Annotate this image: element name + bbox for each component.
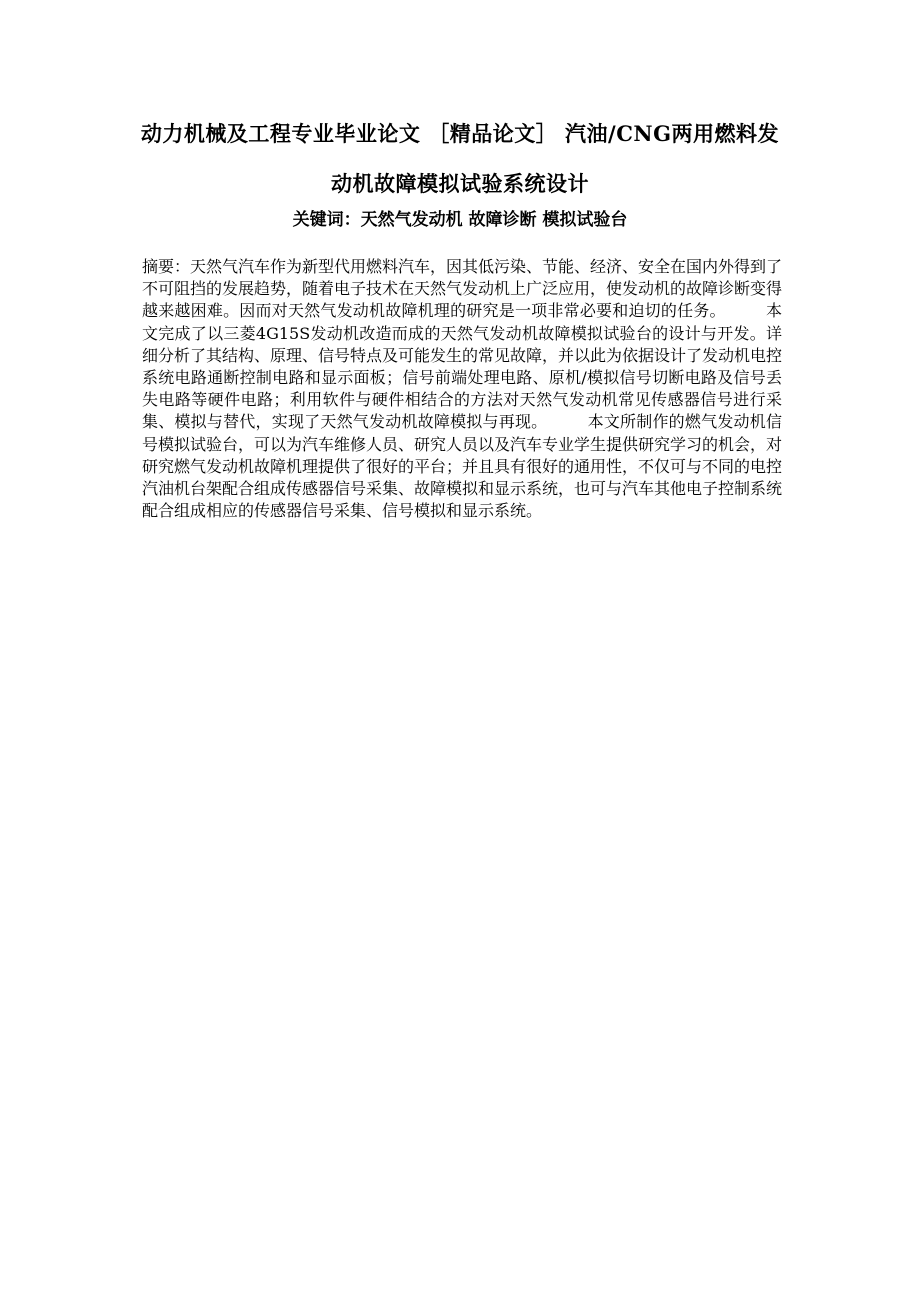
abstract-paragraph: [142, 256, 782, 522]
abstract-part-1: 摘要：天然气汽车作为新型代用燃料汽车，因其低污染、节能、经济、安全在国内外得到了不可阻挡的发展趋势，随着电子技术在天然气发动机上广泛应用，使发动机的故障诊断变得越来越困难。因而对天然气发动机故障机理的研究是一项非常必要和迫切的任务。: [142, 257, 783, 321]
abstract-part-2: 本文完成了以三菱4G15S发动机改造而成的天然气发动机故障模拟试验台的设计与开发。详细分析了其结构、原理、信号特点及可能发生的常见故障，并以此为依据设计了发动机电控系统电路通断控制电路和显示面板；信号前端处理电路、原机/模拟信号切断电路及信号丢失电路等硬件电路；利用软件与硬件相结合的方法对天然气发动机常见传感器信号进行采集、模拟与替代，实现了天然气发动机故障模拟与再现。: [142, 301, 783, 432]
abstract-part-3: 本文所制作的燃气发动机信号模拟试验台，可以为汽车维修人员、研究人员以及汽车专业学生提供研究学习的机会，对研究燃气发动机故障机理提供了很好的平台；并且具有很好的通用性，不仅可与不同的电控汽油机台架配合组成传感器信号采集、故障模拟和显示系统，也可与汽车其他电子控制系统配合组成相应的传感器信号采集、信号模拟和显示系统。: [142, 412, 783, 521]
keywords-line: 关键词：天然气发动机 故障诊断 模拟试验台: [292, 210, 628, 230]
document-title-line2: 动机故障模拟试验系统设计: [331, 171, 589, 196]
document-title-line1: 动力机械及工程专业毕业论文 ［精品论文］ 汽油/CNG两用燃料发: [140, 121, 780, 146]
